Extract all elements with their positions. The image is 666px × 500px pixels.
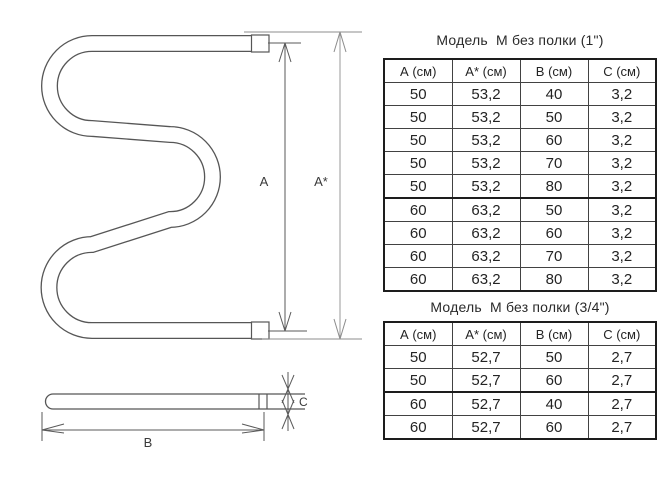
table-row [384, 83, 656, 106]
table-cell: 60 [520, 369, 588, 393]
side-tube [46, 394, 306, 409]
column-header: В (см) [520, 59, 588, 83]
table-cell: 50 [384, 83, 452, 106]
column-header: С (см) [588, 322, 656, 346]
table-row [384, 245, 656, 268]
table-cell: 60 [384, 222, 452, 245]
table-cell: 50 [384, 369, 452, 393]
table-cell: 60 [384, 268, 452, 292]
side-view [46, 394, 306, 409]
table-cell: 60 [384, 416, 452, 440]
tube-outline [49, 44, 269, 331]
table-row [384, 129, 656, 152]
dimension-b [42, 412, 264, 441]
table-cell: 63,2 [452, 268, 520, 292]
table-2-title: Модель М без полки (3/4") [430, 299, 610, 315]
tube-inner [49, 44, 269, 331]
table-cell: 50 [384, 175, 452, 199]
table-cell: 40 [520, 83, 588, 106]
table-cell: 50 [520, 198, 588, 222]
table-row [384, 268, 656, 292]
table-cell: 52,7 [452, 392, 520, 416]
table-cell: 40 [520, 392, 588, 416]
column-header: А (см) [384, 322, 452, 346]
table-row [384, 369, 656, 393]
table-cell: 2,7 [588, 346, 656, 369]
table-cell: 80 [520, 268, 588, 292]
table-row [384, 346, 656, 369]
table-cell: 3,2 [588, 106, 656, 129]
table-row [384, 392, 656, 416]
dimension-a [268, 43, 307, 331]
table-cell: 3,2 [588, 245, 656, 268]
table-cell: 2,7 [588, 369, 656, 393]
table-cell: 60 [520, 222, 588, 245]
table-cell: 52,7 [452, 369, 520, 393]
table-cell: 60 [384, 198, 452, 222]
table-cell: 63,2 [452, 245, 520, 268]
table-cell: 50 [384, 129, 452, 152]
table-1-title: Модель М без полки (1") [436, 32, 604, 48]
table-cell: 3,2 [588, 83, 656, 106]
bottom-fitting [252, 322, 270, 339]
table-cell: 80 [520, 175, 588, 199]
table-row [384, 198, 656, 222]
table-cell: 60 [384, 392, 452, 416]
table-cell: 50 [384, 152, 452, 175]
table-cell: 60 [520, 416, 588, 440]
table-cell: 3,2 [588, 222, 656, 245]
table-cell: 3,2 [588, 268, 656, 292]
table-cell: 2,7 [588, 416, 656, 440]
spec-table-three-quarter-inch [383, 321, 657, 440]
table-cell: 50 [520, 106, 588, 129]
table-cell: 53,2 [452, 152, 520, 175]
table-cell: 53,2 [452, 106, 520, 129]
table-row [384, 152, 656, 175]
table-cell: 53,2 [452, 83, 520, 106]
table-cell: 3,2 [588, 198, 656, 222]
table-cell: 70 [520, 152, 588, 175]
front-view [49, 35, 269, 339]
table-cell: 3,2 [588, 152, 656, 175]
header-row [384, 322, 656, 346]
table-row [384, 416, 656, 440]
table-cell: 50 [520, 346, 588, 369]
table-cell: 60 [384, 245, 452, 268]
table-cell: 52,7 [452, 416, 520, 440]
table-cell: 53,2 [452, 129, 520, 152]
table-cell: 63,2 [452, 222, 520, 245]
table-row [384, 222, 656, 245]
table-cell: 52,7 [452, 346, 520, 369]
table-row [384, 175, 656, 199]
dimension-a-star-label: A* [314, 174, 328, 189]
table-cell: 63,2 [452, 198, 520, 222]
spec-panel [383, 32, 657, 440]
dimension-a-label: A [259, 174, 269, 189]
column-header: В (см) [520, 322, 588, 346]
table-cell: 53,2 [452, 175, 520, 199]
spec-table-1-inch [383, 58, 657, 292]
dimension-b-label: B [143, 435, 153, 450]
column-header: С (см) [588, 59, 656, 83]
column-header: А (см) [384, 59, 452, 83]
table-cell: 2,7 [588, 392, 656, 416]
table-cell: 3,2 [588, 175, 656, 199]
top-fitting [252, 35, 270, 52]
table-cell: 3,2 [588, 129, 656, 152]
table-cell: 60 [520, 129, 588, 152]
header-row [384, 59, 656, 83]
table-cell: 50 [384, 106, 452, 129]
table-cell: 50 [384, 346, 452, 369]
column-header: А* (см) [452, 322, 520, 346]
column-header: А* (см) [452, 59, 520, 83]
table-cell: 70 [520, 245, 588, 268]
dimension-c-label: C [299, 395, 308, 409]
table-row [384, 106, 656, 129]
